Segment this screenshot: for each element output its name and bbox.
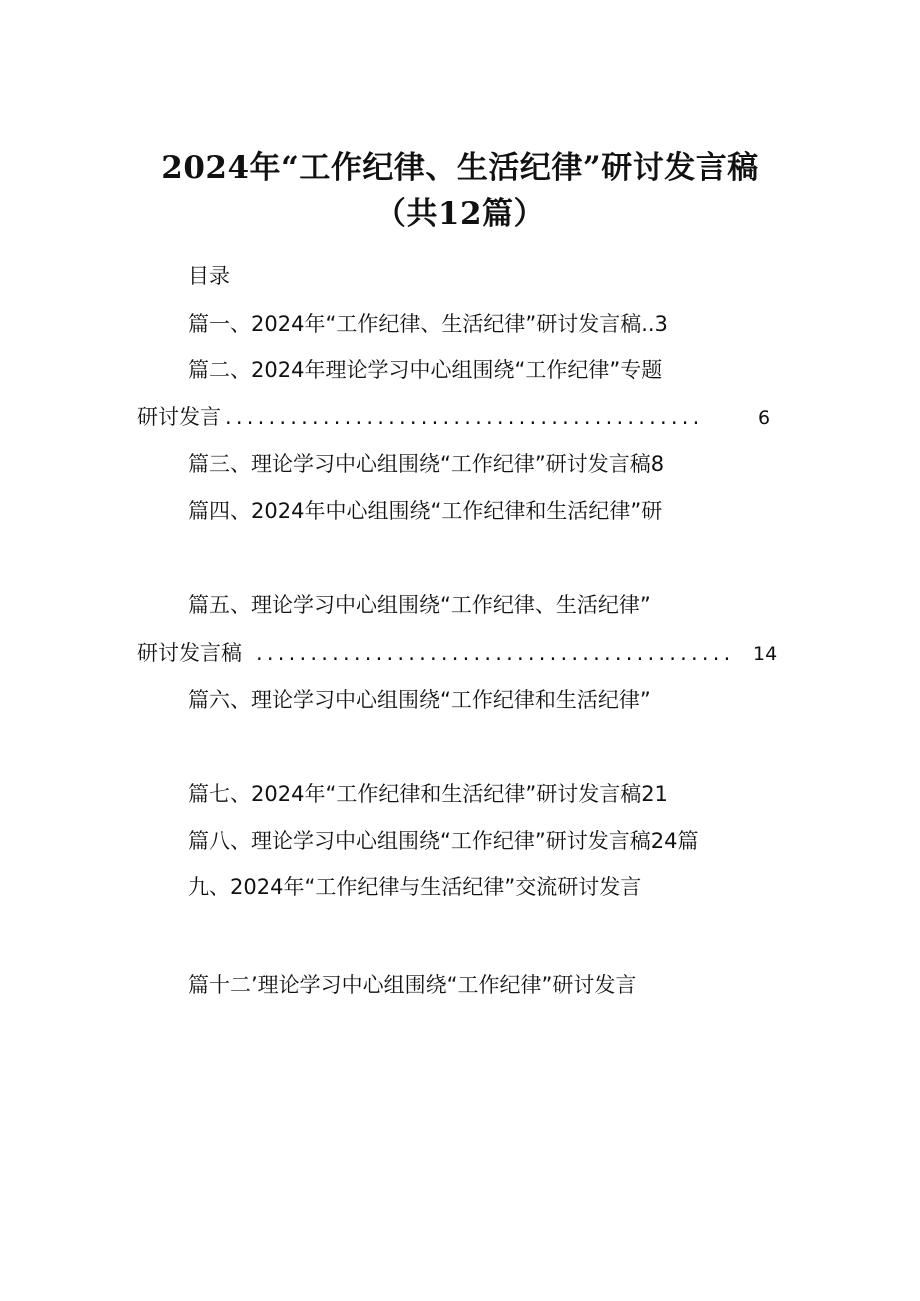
toc-entry-12: 篇十二’理论学习中心组围绕“工作纪律”研讨发言 (188, 973, 637, 997)
toc-page-number: 6 (758, 407, 771, 429)
toc-entry-7: 篇七、2024年“工作纪律和生活纪律”研讨发言稿21 (188, 782, 668, 806)
toc-leader-dots: ............................................ (225, 405, 704, 429)
toc-entry-8: 篇八、理论学习中心组围绕“工作纪律”研讨发言稿24篇 (188, 829, 699, 853)
toc-entry-2: 篇二、2024年理论学习中心组围绕“工作纪律”专题 (188, 358, 663, 382)
toc-entry-2-cont: 研讨发言 (137, 405, 221, 429)
toc-entry-9: 九、2024年“工作纪律与生活纪律”交流研讨发言 (188, 875, 642, 899)
document-title-line1: 2024年“工作纪律、生活纪律”研讨发言稿 (161, 150, 759, 186)
toc-page-number: 14 (753, 643, 778, 665)
toc-entry-5: 篇五、理论学习中心组围绕“工作纪律、生活纪律” (188, 593, 651, 617)
toc-leader-dots: ............................................ (256, 641, 735, 665)
toc-entry-6: 篇六、理论学习中心组围绕“工作纪律和生活纪律” (188, 688, 651, 712)
toc-entry-4: 篇四、2024年中心组围绕“工作纪律和生活纪律”研 (188, 499, 663, 523)
toc-entry-1: 篇一、2024年“工作纪律、生活纪律”研讨发言稿..3 (188, 312, 668, 336)
toc-heading: 目录 (188, 264, 230, 288)
toc-entry-3: 篇三、理论学习中心组围绕“工作纪律”研讨发言稿8 (188, 452, 665, 476)
toc-entry-5-cont: 研讨发言稿 (137, 641, 242, 665)
document-title-line2: （共12篇） (374, 196, 546, 232)
